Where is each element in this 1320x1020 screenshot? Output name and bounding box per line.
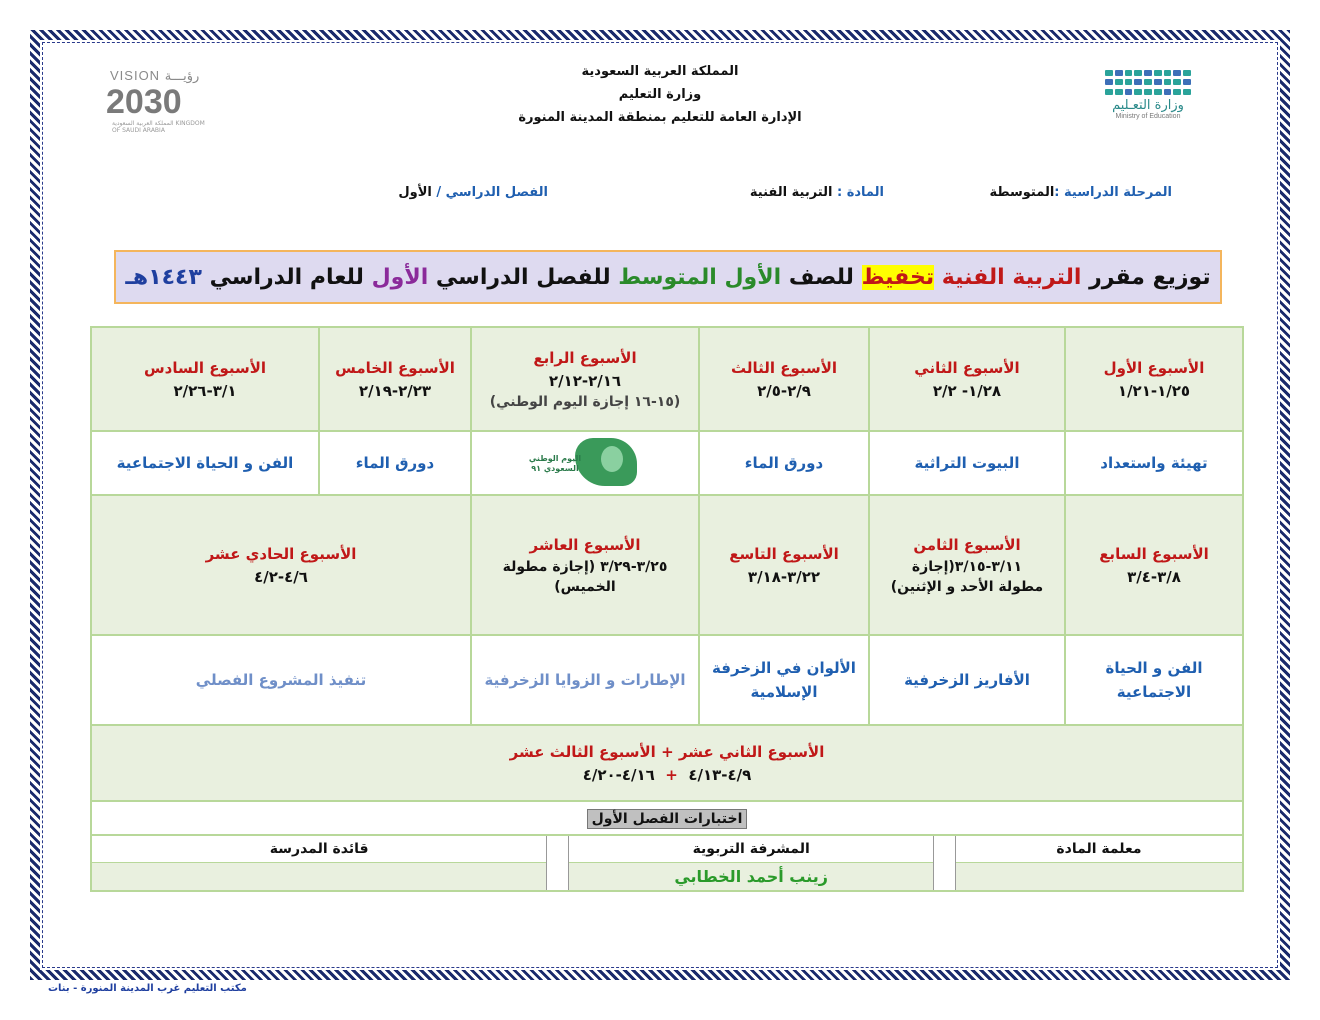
week-date: ١/٢٨- ٢/٢ [932,382,1002,400]
week-date: ٢/٢٣-٢/١٩ [358,382,432,400]
week-cell [1065,327,1243,431]
table-row [91,495,1243,635]
principal-signature [92,862,547,890]
week-cell [869,495,1065,635]
week-date: ٣/١-٢/٢٦ [173,382,237,400]
week-date: ٢/٩-٢/٥ [757,382,811,400]
title-banner [114,250,1222,304]
banner-part-4: للصف [788,264,854,290]
week-cell [699,495,869,635]
national-day-text: اليوم الوطني السعودي ٩١ [528,454,582,473]
week-cell [1065,495,1243,635]
info-term [398,185,548,200]
header-line-directorate: الإدارة العامة للتعليم بمنطقة المدينة المنورة [518,110,802,125]
schedule-table [90,326,1244,892]
signature-table [92,836,1242,890]
ministry-mark-icon [1105,70,1191,96]
vision-logo-top: VISION رؤيـــة [110,68,200,83]
national-day-cell [471,431,699,495]
banner-part-5: الأول المتوسط [618,264,782,290]
national-day-logo [525,436,645,490]
principal-label: قائدة المدرسة [269,840,369,857]
week-date: ٣/١١-٣/١٥(إجازة [911,559,1023,575]
banner-part-2: التربية الفنية [941,264,1082,290]
vision-logo-sub: المملكة العربية السعودية KINGDOM OF SAUDI ARABIA [112,120,205,134]
banner-part-9: ١٤٤٣هـ [125,264,202,290]
week-note: الخميس) [554,579,616,595]
term-label: الفصل الدراسي / [436,185,548,200]
info-subject [750,185,884,200]
week-cell [91,495,471,635]
combined-weeks-dates [92,764,1242,786]
footer-office: مكتب التعليم غرب المدينة المنورة - بنات [48,983,247,994]
week-cell [471,327,699,431]
table-row [91,431,1243,495]
week-name: الأسبوع الثامن [913,536,1021,554]
banner-part-1: توزيع مقرر [1089,264,1211,290]
topic-cell: تهيئة واستعداد [1065,431,1243,495]
week-name: الأسبوع الأول [1103,359,1205,377]
week-cell [869,327,1065,431]
header-line-ministry: وزارة التعليم [618,87,702,102]
week-note: (١٥-١٦ إجازة اليوم الوطني) [489,394,681,410]
week-date: ٢/١٦-٢/١٢ [548,372,622,390]
exams-cell [91,801,1243,835]
teacher-signature [956,862,1242,890]
info-stage [989,185,1172,200]
week-name: الأسبوع العاشر [529,536,641,554]
week-name: الأسبوع الثالث [730,359,838,377]
table-row [91,327,1243,431]
week-cell [319,327,471,431]
ministry-logo-en: Ministry of Education [1115,113,1181,120]
week-name: الأسبوع الرابع [533,349,637,367]
week-13-name: الأسبوع الثالث عشر [509,743,656,761]
combined-weeks-cell [91,725,1243,801]
table-row [91,835,1243,891]
table-row [91,801,1243,835]
plus-sign: + [661,743,674,761]
table-row [91,725,1243,801]
week-name: الأسبوع التاسع [729,545,839,563]
exams-label: اختبارات الفصل الأول [587,809,748,829]
banner-part-7: الأول [371,264,429,290]
week-date: ٣/٢٢-٣/١٨ [747,568,821,586]
week-date: ٣/٢٥-٣/٢٩ (إجازة مطولة [502,559,668,575]
term-value: الأول [398,185,432,200]
week-name: الأسبوع الحادي عشر [205,545,357,563]
topic-cell: الإطارات و الزوايا الزخرفية [471,635,699,725]
week-name: الأسبوع السادس [143,359,267,377]
week-13-date: ٤/١٦-٤/٢٠ [582,766,655,784]
week-note: مطولة الأحد و الإثنين) [890,579,1044,595]
vision-2030-logo [100,68,210,148]
week-name: الأسبوع الخامس [335,359,455,377]
topic-cell: البيوت التراثية [869,431,1065,495]
week-cell [471,495,699,635]
header-line-kingdom: المملكة العربية السعودية [581,64,739,79]
topic-cell: الألوان في الزخرفة الإسلامية [699,635,869,725]
banner-part-8: للعام الدراسي [209,264,364,290]
week-12-date: ٤/٩-٤/١٣ [688,766,752,784]
stage-label: المرحلة الدراسية : [1054,185,1172,200]
week-date: ١/٢٥-١/٢١ [1117,382,1191,400]
topic-cell: الفن و الحياة الاجتماعية [1065,635,1243,725]
supervisor-name: زينب أحمد الخطابي [569,862,934,890]
week-cell [91,327,319,431]
ministry-logo-ar: وزارة التعـليم [1112,98,1184,113]
banner-part-3: تخفيظ [861,264,935,290]
teacher-label: معلمة المادة [956,836,1242,862]
subject-label: المادة : [836,185,884,200]
week-cell [699,327,869,431]
topic-cell: دورق الماء [699,431,869,495]
week-name: الأسبوع السابع [1099,545,1209,563]
topic-cell: تنفيذ المشروع الفصلي [91,635,471,725]
stage-value: المتوسطة [989,185,1055,200]
subject-value: التربية الفنية [749,185,833,200]
topic-cell: دورق الماء [319,431,471,495]
week-date: ٣/٨-٣/٤ [1127,568,1181,586]
vision-logo-year: 2030 [106,83,182,121]
topic-cell: الفن و الحياة الاجتماعية [91,431,319,495]
combined-weeks-names [92,740,1242,764]
week-date: ٤/٦-٤/٢ [254,568,308,586]
topic-cell: الأفاريز الزخرفية [869,635,1065,725]
banner-part-6: للفصل الدراسي [435,264,611,290]
week-12-name: الأسبوع الثاني عشر [678,743,825,761]
supervisor-label: المشرفة التربوية [569,836,934,862]
ministry-logo [1098,70,1198,140]
week-name: الأسبوع الثاني [914,359,1020,377]
plus-sign: + [665,766,678,784]
table-row [91,635,1243,725]
